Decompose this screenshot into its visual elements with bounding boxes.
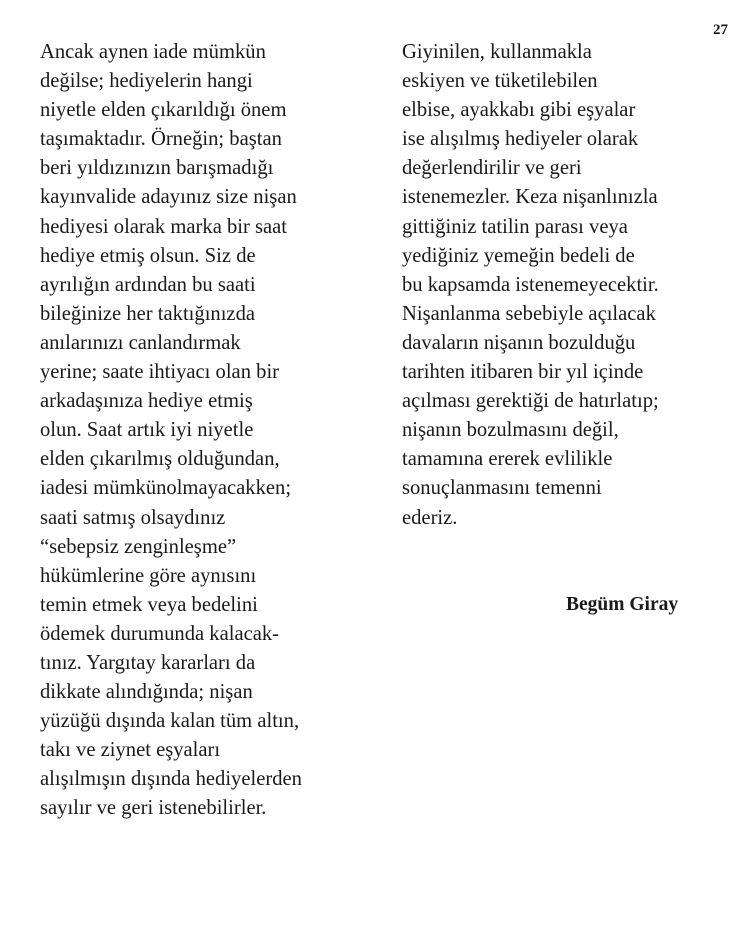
text-line: davaların nişanın bozulduğu xyxy=(402,331,636,354)
text-line: sayılır ve geri istenebilirler. xyxy=(40,797,267,820)
text-line: bu kapsamda istenemeyecektir. xyxy=(402,273,659,296)
text-line: takı ve ziynet eşyaları xyxy=(40,739,221,762)
text-line: Ancak aynen iade mümkün xyxy=(40,41,266,63)
text-line: tınız. Yargıtay kararları da xyxy=(40,651,256,674)
text-line: bileğinize her taktığınızda xyxy=(40,302,256,325)
text-line: istenemezler. Keza nişanlınızla xyxy=(402,186,658,209)
text-line: dikkate alındığında; nişan xyxy=(40,681,253,704)
left-column xyxy=(40,38,385,824)
text-line: beri yıldızınızın barışmadığı xyxy=(40,157,274,180)
text-line: iadesi mümkünolmayacakken; xyxy=(40,477,292,500)
text-line: kayınvalide adayınız size nişan xyxy=(40,186,297,209)
text-line: gittiğiniz tatilin parası veya xyxy=(402,215,628,238)
text-line: tarihten itibaren bir yıl içinde xyxy=(402,361,644,384)
text-line: açılması gerektiği de hatırlatıp; xyxy=(402,390,659,413)
text-line: eskiyen ve tüketilebilen xyxy=(402,70,598,93)
text-line: niyetle elden çıkarıldığı önem xyxy=(40,99,287,122)
text-line: elden çıkarılmış olduğundan, xyxy=(40,448,280,471)
text-line: elbise, ayakkabı gibi eşyalar xyxy=(402,99,636,122)
text-line: ayrılığın ardından bu saati xyxy=(40,273,256,296)
text-line: hediyesi olarak marka bir saat xyxy=(40,215,288,238)
text-line: olun. Saat artık iyi niyetle xyxy=(40,419,254,442)
text-line: sonuçlanmasını temenni xyxy=(402,477,602,500)
text-line: hediye etmiş olsun. Siz de xyxy=(40,244,256,267)
text-line: alışılmışın dışında hediyelerden xyxy=(40,768,302,791)
text-line: tamamına ererek evlilikle xyxy=(402,448,613,471)
text-line: yüzüğü dışında kalan tüm altın, xyxy=(40,710,300,733)
text-line: arkadaşınıza hediye etmiş xyxy=(40,390,253,413)
text-line: “sebepsiz zenginleşme” xyxy=(40,535,237,558)
text-line: Giyinilen, kullanmakla xyxy=(402,41,592,63)
text-line: nişanın bozulmasını değil, xyxy=(402,419,619,442)
text-line: temin etmek veya bedelini xyxy=(40,593,258,616)
text-line: Nişanlanma sebebiyle açılacak xyxy=(402,302,656,325)
text-line: değilse; hediyelerin hangi xyxy=(40,70,253,93)
text-line: anılarınızı canlandırmak xyxy=(40,331,241,354)
text-line: taşımaktadır. Örneğin; baştan xyxy=(40,128,282,151)
right-column xyxy=(402,38,722,533)
text-line: ederiz. xyxy=(402,506,458,529)
text-line: yerine; saate ihtiyacı olan bir xyxy=(40,361,280,384)
text-line: hükümlerine göre aynısını xyxy=(40,564,257,587)
author-signature: Begüm Giray xyxy=(566,594,679,615)
page-number: 27 xyxy=(713,22,728,38)
text-line: yediğiniz yemeğin bedeli de xyxy=(402,244,635,267)
text-line: değerlendirilir ve geri xyxy=(402,157,582,180)
text-line: ödemek durumunda kalacak- xyxy=(40,622,280,645)
text-line: ise alışılmış hediyeler olarak xyxy=(402,128,639,151)
text-line: saati satmış olsaydınız xyxy=(40,506,226,529)
